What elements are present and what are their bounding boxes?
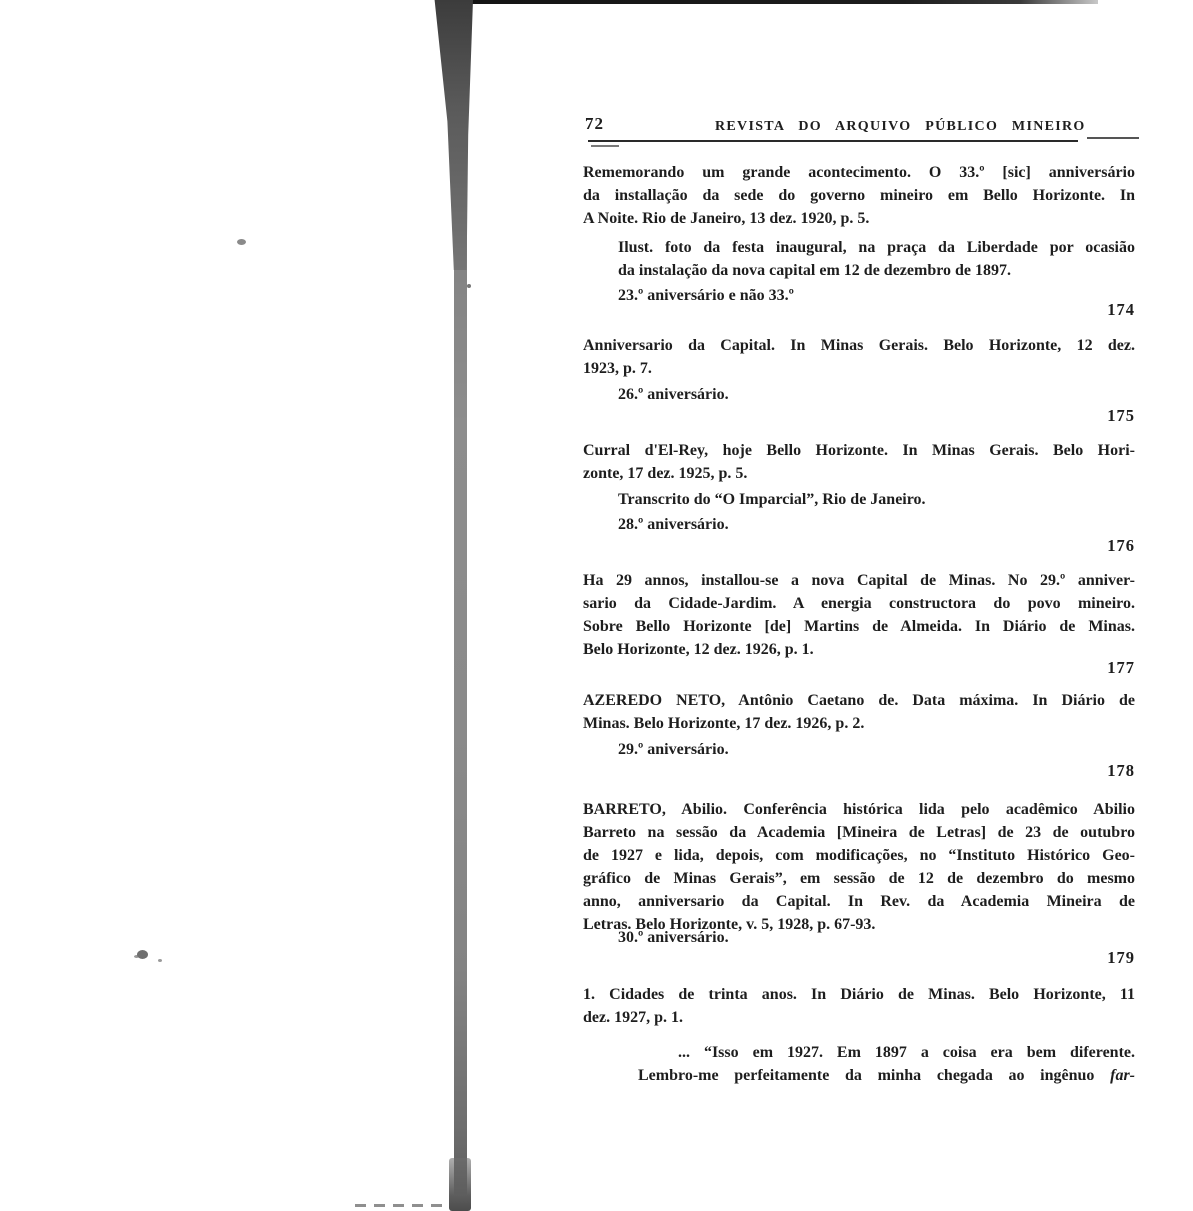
entry-176-note-transcription	[618, 488, 1135, 511]
paper-speck	[467, 284, 471, 288]
entry-number-174: 174	[1107, 300, 1135, 319]
citation-line: AZEREDO NETO, Antônio Caetano de. Data máxima. In Diário de	[583, 692, 1135, 709]
citation-line: de 1927 e lida, depois, com modificações, no “Instituto Histórico Geo-	[583, 847, 1135, 864]
citation-line: gráfico de Minas Gerais”, em sessão de 12 de dezembro do mesmo	[583, 870, 1135, 887]
citation-line: Anniversario da Capital. In Minas Gerais. Belo Horizonte, 12 dez.	[583, 337, 1135, 354]
entry-number-176: 176	[1107, 536, 1135, 555]
entry-177-citation	[583, 569, 1135, 661]
entry-work-1-citation	[583, 983, 1135, 1029]
quote-line	[638, 1064, 1135, 1087]
printed-page	[583, 0, 1135, 1211]
citation-line: 1923, p. 7.	[583, 360, 652, 377]
binding-gutter-shadow	[433, 0, 473, 1211]
entry-176-citation	[583, 439, 1135, 485]
entry-number-175: 175	[1107, 406, 1135, 425]
note-line: 30.º aniversário.	[618, 929, 729, 946]
note-line: 28.º aniversário.	[618, 516, 729, 533]
entry-175-note	[618, 383, 1135, 406]
citation-line: anno, anniversario da Capital. In Rev. da Academia Mineira de	[583, 893, 1135, 910]
quote-line-text: Lembro-me perfeitamente da minha chegada ao ingênuo	[638, 1067, 1095, 1084]
gutter-shadow-top-wedge	[433, 0, 473, 270]
header-rule	[588, 140, 1078, 142]
entry-178-citation	[583, 689, 1135, 735]
gutter-shadow-bottom	[449, 1158, 471, 1211]
page-number: 72	[585, 114, 604, 133]
entry-number-179: 179	[1107, 948, 1135, 967]
citation-line: A Noite. Rio de Janeiro, 13 dez. 1920, p. 5.	[583, 210, 870, 227]
note-line: 26.º aniversário.	[618, 386, 729, 403]
citation-line: dez. 1927, p. 1.	[583, 1009, 683, 1026]
citation-line: 1. Cidades de trinta anos. In Diário de Minas. Belo Horizonte, 11	[583, 986, 1135, 1003]
quotation-block	[638, 1041, 1135, 1087]
citation-line: Belo Horizonte, 12 dez. 1926, p. 1.	[583, 641, 814, 658]
annotation-line: da instalação da nova capital em 12 de dezembro de 1897.	[618, 262, 1012, 279]
annotation-line: Ilust. foto da festa inaugural, na praça da Liberdade por ocasião	[618, 239, 1135, 256]
citation-line: Ha 29 annos, installou-se a nova Capital de Minas. No 29.º anniver-	[583, 572, 1135, 589]
citation-line: sario da Cidade-Jardim. A energia constructora do povo mineiro.	[583, 595, 1135, 612]
entry-174-citation	[583, 161, 1135, 230]
paper-speck	[237, 239, 246, 245]
running-head-title: REVISTA DO ARQUIVO PÚBLICO MINEIRO	[715, 119, 1086, 134]
citation-line: Letras. Belo Horizonte, v. 5, 1928, p. 67-93.	[583, 916, 876, 933]
citation-line: da installação da sede do governo mineiro em Bello Horizonte. In	[583, 187, 1135, 204]
entry-175-citation	[583, 334, 1135, 380]
citation-line: zonte, 17 dez. 1925, p. 5.	[583, 465, 748, 482]
entry-number-178: 178	[1107, 761, 1135, 780]
citation-line: Barreto na sessão da Academia [Mineira de Letras] de 23 de outubro	[583, 824, 1135, 841]
header-rule-right-segment	[1087, 137, 1139, 139]
citation-line: Rememorando um grande acontecimento. O 33.º [sic] anniversário	[583, 164, 1135, 181]
paper-speck	[158, 959, 162, 962]
entry-178-note	[618, 738, 1135, 761]
quote-line: ... “Isso em 1927. Em 1897 a coisa era bem diferente.	[678, 1044, 1135, 1061]
note-line: Transcrito do “O Imparcial”, Rio de Janeiro.	[618, 491, 926, 508]
note-line: 29.º aniversário.	[618, 741, 729, 758]
entry-179-citation	[583, 798, 1135, 936]
header-rule-fragment	[591, 145, 619, 147]
note-line: 23.º aniversário e não 33.º	[618, 287, 794, 304]
citation-line: Curral d'El-Rey, hoje Bello Horizonte. In Minas Gerais. Belo Hori-	[583, 442, 1135, 459]
citation-line: Minas. Belo Horizonte, 17 dez. 1926, p. 2.	[583, 715, 865, 732]
scan-bottom-edge-artifact	[355, 1204, 447, 1207]
citation-line: BARRETO, Abilio. Conferência histórica lida pelo acadêmico Abilio	[583, 801, 1135, 818]
entry-174-annotation	[618, 236, 1135, 282]
citation-line: Sobre Bello Horizonte [de] Martins de Almeida. In Diário de Minas.	[583, 618, 1135, 635]
entry-number-177: 177	[1107, 658, 1135, 677]
paper-speck	[137, 950, 148, 959]
quote-line-italic-word: far-	[1110, 1067, 1136, 1084]
entry-176-note-anniversary	[618, 513, 1135, 536]
